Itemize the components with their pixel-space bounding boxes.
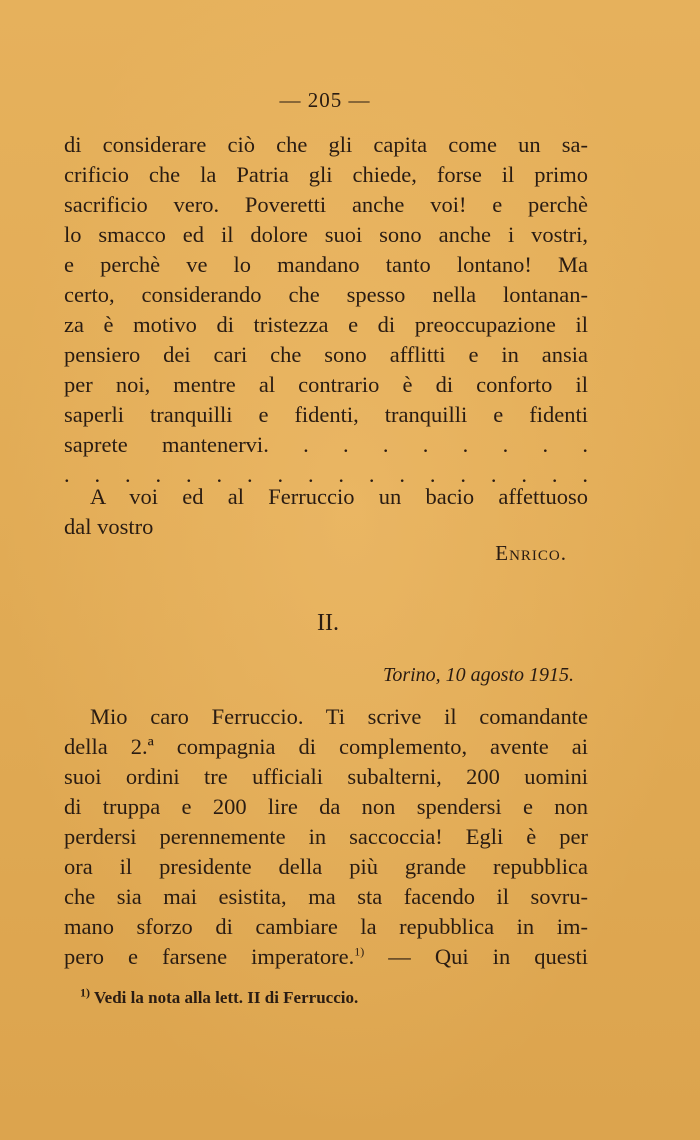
text-fragment: pero e farsene imperatore. xyxy=(64,944,355,969)
text-line: della 2.ª compagnia di complemento, avente ai xyxy=(64,734,588,759)
text-line: perdersi perennemente in saccoccia! Egli è per xyxy=(64,824,588,849)
text-line: A voi ed al Ferruccio un bacio affettuoso xyxy=(90,484,588,509)
text-line: per noi, mentre al contrario è di conforto il xyxy=(64,372,588,397)
page-number: — 205 — xyxy=(279,88,371,112)
footnote-text: Vedi la nota alla lett. II di Ferruccio. xyxy=(93,988,359,1007)
text-line: e perchè ve lo mandano tanto lontano! Ma xyxy=(64,252,588,277)
text-line: lo smacco ed il dolore suoi sono anche i vostri, xyxy=(64,222,588,247)
text-line: saperli tranquilli e fidenti, tranquilli e fidenti xyxy=(64,402,588,427)
text-line: di truppa e 200 lire da non spendersi e non xyxy=(64,794,588,819)
dateline: Torino, 10 agosto 1915. xyxy=(383,664,574,686)
footnote xyxy=(80,985,359,1008)
signature: Enrico. xyxy=(495,541,567,565)
section-heading: II. xyxy=(317,610,339,636)
text-line: ora il presidente della più grande repubblica xyxy=(64,854,588,879)
letter-ending-paragraph xyxy=(64,130,588,490)
text-line: saprete mantenervi. . . . . . . . . xyxy=(64,432,588,457)
text-fragment: — Qui in questi xyxy=(388,944,589,969)
text-line: di considerare ciò che gli capita come un sa- xyxy=(64,132,588,157)
ellipsis-line: . . . . . . . . . . . . . . . . . . xyxy=(64,462,588,487)
text-line: za è motivo di tristezza e di preoccupazione il xyxy=(64,312,588,337)
footnote-reference: 1) xyxy=(354,944,365,959)
text-line xyxy=(64,942,588,972)
text-line: suoi ordini tre ufficiali subalterni, 200 uomini xyxy=(64,764,588,789)
text-line: mano sforzo di cambiare la repubblica in im- xyxy=(64,914,588,939)
text-line: certo, considerando che spesso nella lontanan- xyxy=(64,282,588,307)
text-line: che sia mai esistita, ma sta facendo il sovru- xyxy=(64,884,588,909)
closing-paragraph xyxy=(64,482,588,542)
text-line: dal vostro xyxy=(64,514,154,539)
text-line: Mio caro Ferruccio. Ti scrive il comandante xyxy=(90,704,588,729)
text-line: crificio che la Patria gli chiede, forse il primo xyxy=(64,162,588,187)
text-line: pensiero dei cari che sono afflitti e in ansia xyxy=(64,342,588,367)
footnote-mark: 1) xyxy=(80,985,90,1000)
text-line: sacrificio vero. Poveretti anche voi! e perchè xyxy=(64,192,588,217)
letter-body-paragraph xyxy=(64,702,588,972)
